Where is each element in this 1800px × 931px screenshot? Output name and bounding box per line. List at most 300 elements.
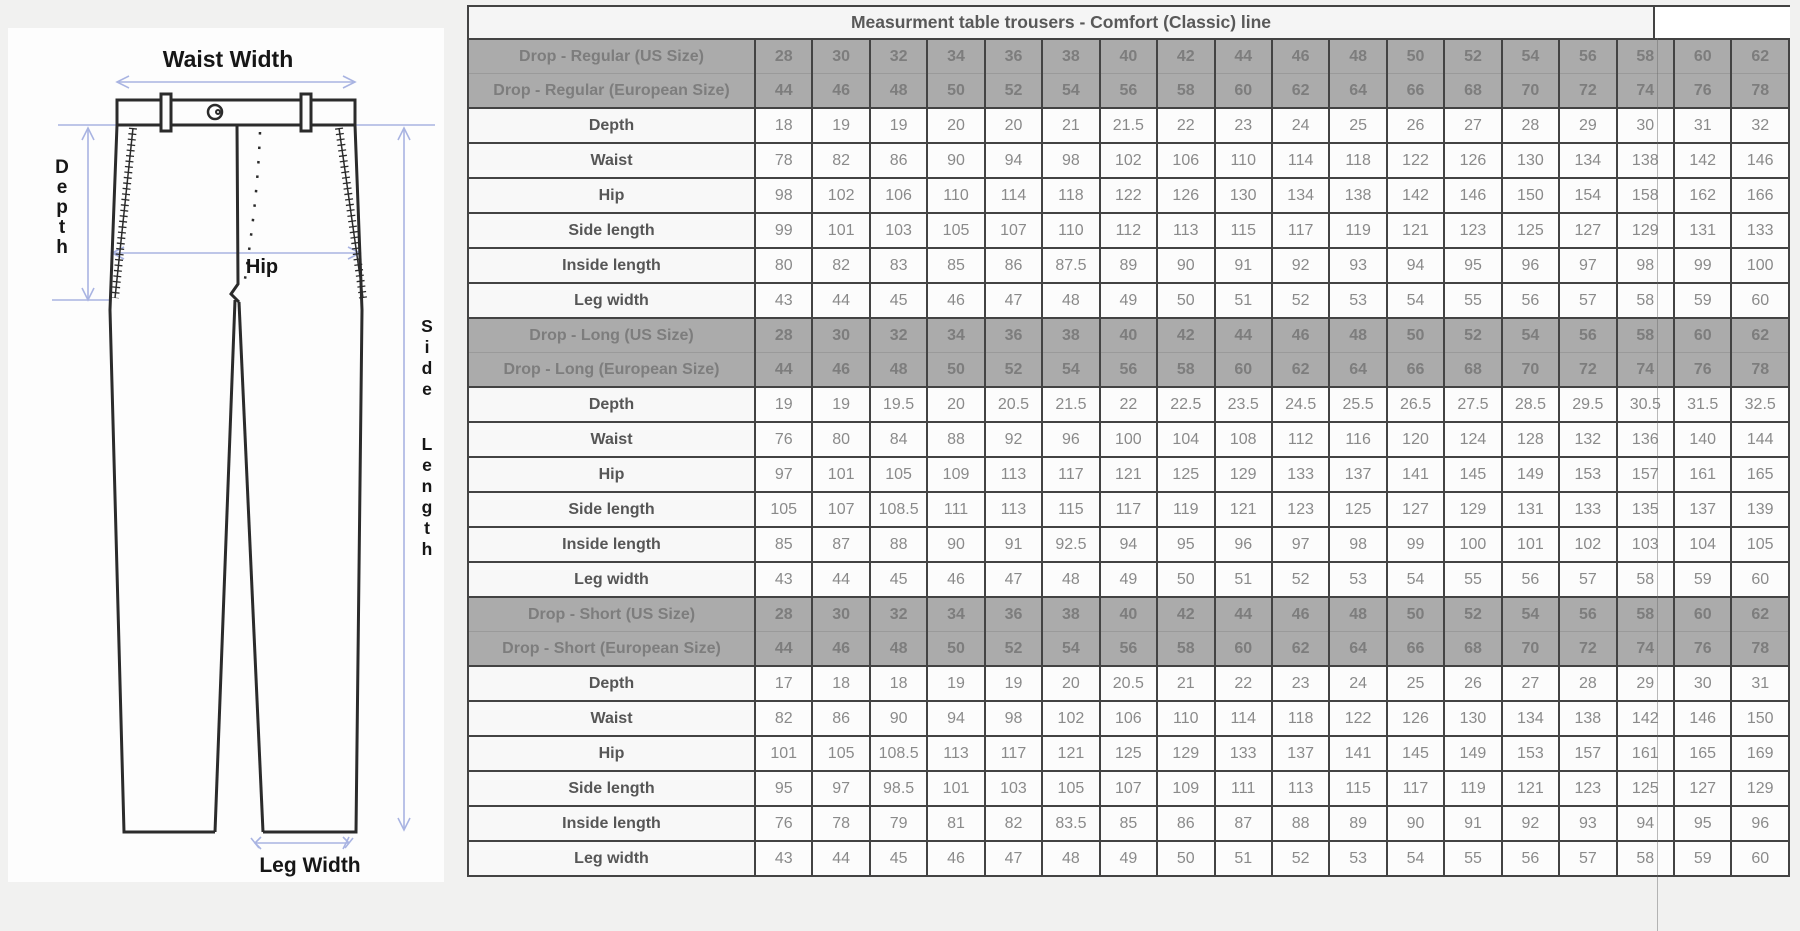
- eu-size-header-cell: 62: [1272, 74, 1329, 109]
- measure-value-cell: 25: [1329, 108, 1386, 143]
- measure-value-cell: 142: [1674, 143, 1731, 178]
- measure-value-cell: 125: [1617, 771, 1674, 806]
- measure-label-cell: Hip: [468, 178, 755, 213]
- measure-value-cell: 101: [927, 771, 984, 806]
- measure-value-cell: 157: [1559, 736, 1616, 771]
- us-size-header-cell: 34: [927, 318, 984, 353]
- measure-label-cell: Depth: [468, 387, 755, 422]
- measure-value-cell: 29.5: [1559, 387, 1616, 422]
- us-size-header-cell: 56: [1559, 39, 1616, 74]
- measure-value-cell: 59: [1674, 562, 1731, 597]
- measure-value-cell: 118: [1272, 701, 1329, 736]
- measure-value-cell: 125: [1157, 457, 1214, 492]
- measure-value-cell: 116: [1329, 422, 1386, 457]
- measure-value-cell: 54: [1387, 283, 1444, 318]
- measure-value-cell: 59: [1674, 283, 1731, 318]
- measure-value-cell: 125: [1502, 213, 1559, 248]
- measure-value-cell: 32.5: [1731, 387, 1789, 422]
- eu-size-header-cell: 70: [1502, 74, 1559, 109]
- measure-value-cell: 122: [1100, 178, 1157, 213]
- measure-value-cell: 44: [812, 841, 869, 876]
- measure-label-cell: Side length: [468, 492, 755, 527]
- measure-value-cell: 107: [985, 213, 1042, 248]
- measure-value-cell: 105: [1731, 527, 1789, 562]
- measure-value-cell: 54: [1387, 562, 1444, 597]
- measure-value-cell: 122: [1329, 701, 1386, 736]
- measure-value-cell: 58: [1617, 841, 1674, 876]
- measure-value-cell: 20: [927, 387, 984, 422]
- measure-value-cell: 91: [1444, 806, 1501, 841]
- measure-value-cell: 141: [1387, 457, 1444, 492]
- eu-size-header-cell: 46: [812, 632, 869, 667]
- measure-value-cell: 92: [1502, 806, 1559, 841]
- us-size-header-cell: 36: [985, 597, 1042, 632]
- measure-value-cell: 88: [927, 422, 984, 457]
- measure-value-cell: 48: [1042, 841, 1099, 876]
- us-size-header-label: Drop - Long (US Size): [468, 318, 755, 353]
- measure-value-cell: 95: [1674, 806, 1731, 841]
- eu-size-header-cell: 52: [985, 353, 1042, 388]
- measure-value-cell: 48: [1042, 562, 1099, 597]
- measure-value-cell: 20.5: [985, 387, 1042, 422]
- measure-value-cell: 19: [755, 387, 812, 422]
- measure-value-cell: 86: [870, 143, 927, 178]
- measure-value-cell: 130: [1444, 701, 1501, 736]
- measure-value-cell: 97: [1559, 248, 1616, 283]
- us-size-header-cell: 40: [1100, 39, 1157, 74]
- measure-value-cell: 57: [1559, 841, 1616, 876]
- eu-size-header-cell: 66: [1387, 74, 1444, 109]
- measure-label-cell: Waist: [468, 701, 755, 736]
- measure-value-cell: 161: [1617, 736, 1674, 771]
- measure-value-cell: 58: [1617, 562, 1674, 597]
- measure-label-cell: Depth: [468, 666, 755, 701]
- measure-value-cell: 94: [1617, 806, 1674, 841]
- measure-value-cell: 97: [755, 457, 812, 492]
- eu-size-header-cell: 66: [1387, 632, 1444, 667]
- measure-value-cell: 48: [1042, 283, 1099, 318]
- measure-value-cell: 119: [1329, 213, 1386, 248]
- measure-value-cell: 110: [927, 178, 984, 213]
- measure-value-cell: 20: [927, 108, 984, 143]
- eu-size-header-cell: 58: [1157, 353, 1214, 388]
- measure-value-cell: 23.5: [1215, 387, 1272, 422]
- measure-value-cell: 140: [1674, 422, 1731, 457]
- measure-value-cell: 18: [755, 108, 812, 143]
- measure-label-cell: Waist: [468, 143, 755, 178]
- measure-value-cell: 85: [1100, 806, 1157, 841]
- measure-value-cell: 96: [1042, 422, 1099, 457]
- measure-value-cell: 125: [1100, 736, 1157, 771]
- measure-value-cell: 53: [1329, 283, 1386, 318]
- measure-label-cell: Depth: [468, 108, 755, 143]
- measure-value-cell: 113: [985, 492, 1042, 527]
- measure-value-cell: 53: [1329, 841, 1386, 876]
- trouser-diagram-card: [8, 28, 444, 882]
- measure-value-cell: 119: [1444, 771, 1501, 806]
- eu-size-header-cell: 78: [1731, 74, 1789, 109]
- measure-value-cell: 46: [927, 841, 984, 876]
- us-size-header-cell: 50: [1387, 318, 1444, 353]
- us-size-header-cell: 32: [870, 318, 927, 353]
- measure-value-cell: 106: [870, 178, 927, 213]
- measure-value-cell: 25: [1387, 666, 1444, 701]
- measure-value-cell: 51: [1215, 283, 1272, 318]
- measure-value-cell: 49: [1100, 562, 1157, 597]
- measure-value-cell: 76: [755, 806, 812, 841]
- measure-value-cell: 90: [927, 143, 984, 178]
- measure-value-cell: 76: [755, 422, 812, 457]
- measure-label-cell: Leg width: [468, 283, 755, 318]
- measure-value-cell: 117: [985, 736, 1042, 771]
- measure-value-cell: 27.5: [1444, 387, 1501, 422]
- measure-value-cell: 79: [870, 806, 927, 841]
- us-size-header-cell: 42: [1157, 39, 1214, 74]
- table-title-void-cell: [1655, 5, 1790, 38]
- eu-size-header-cell: 50: [927, 74, 984, 109]
- measure-value-cell: 104: [1674, 527, 1731, 562]
- us-size-header-cell: 54: [1502, 39, 1559, 74]
- measure-value-cell: 124: [1444, 422, 1501, 457]
- measurement-table-wrap: [467, 38, 1790, 877]
- us-size-header-cell: 48: [1329, 597, 1386, 632]
- measure-value-cell: 91: [1215, 248, 1272, 283]
- measure-value-cell: 118: [1329, 143, 1386, 178]
- measure-value-cell: 24: [1272, 108, 1329, 143]
- measure-value-cell: 22: [1100, 387, 1157, 422]
- measure-value-cell: 98.5: [870, 771, 927, 806]
- measure-value-cell: 114: [985, 178, 1042, 213]
- measure-value-cell: 90: [927, 527, 984, 562]
- measure-value-cell: 60: [1731, 283, 1789, 318]
- measure-value-cell: 56: [1502, 562, 1559, 597]
- us-size-header-cell: 28: [755, 39, 812, 74]
- measure-value-cell: 142: [1617, 701, 1674, 736]
- measure-value-cell: 133: [1731, 213, 1789, 248]
- measure-value-cell: 111: [1215, 771, 1272, 806]
- measure-value-cell: 43: [755, 841, 812, 876]
- measure-label-cell: Leg width: [468, 562, 755, 597]
- measure-value-cell: 130: [1502, 143, 1559, 178]
- measure-value-cell: 149: [1502, 457, 1559, 492]
- us-size-header-cell: 52: [1444, 318, 1501, 353]
- measure-value-cell: 136: [1617, 422, 1674, 457]
- eu-size-header-cell: 76: [1674, 74, 1731, 109]
- measure-value-cell: 96: [1215, 527, 1272, 562]
- measure-label-cell: Side length: [468, 213, 755, 248]
- measure-value-cell: 161: [1674, 457, 1731, 492]
- measure-value-cell: 26: [1444, 666, 1501, 701]
- measure-value-cell: 19: [927, 666, 984, 701]
- table-title: Measurment table trousers - Comfort (Classic) line: [467, 5, 1655, 38]
- measure-value-cell: 86: [812, 701, 869, 736]
- measure-value-cell: 137: [1674, 492, 1731, 527]
- measure-value-cell: 47: [985, 841, 1042, 876]
- measure-value-cell: 90: [1387, 806, 1444, 841]
- measure-value-cell: 20.5: [1100, 666, 1157, 701]
- measure-value-cell: 29: [1617, 666, 1674, 701]
- measure-label-cell: Hip: [468, 736, 755, 771]
- measure-value-cell: 114: [1272, 143, 1329, 178]
- measure-label-cell: Inside length: [468, 806, 755, 841]
- eu-size-header-label: Drop - Long (European Size): [468, 353, 755, 388]
- us-size-header-cell: 34: [927, 597, 984, 632]
- eu-size-header-label: Drop - Regular (European Size): [468, 74, 755, 109]
- eu-size-header-cell: 66: [1387, 353, 1444, 388]
- eu-size-header-cell: 68: [1444, 632, 1501, 667]
- us-size-header-cell: 44: [1215, 39, 1272, 74]
- measure-value-cell: 18: [812, 666, 869, 701]
- measure-value-cell: 150: [1502, 178, 1559, 213]
- measure-value-cell: 47: [985, 562, 1042, 597]
- eu-size-header-cell: 50: [927, 632, 984, 667]
- measure-value-cell: 128: [1502, 422, 1559, 457]
- measure-value-cell: 93: [1559, 806, 1616, 841]
- us-size-header-label: Drop - Short (US Size): [468, 597, 755, 632]
- us-size-header-cell: 36: [985, 39, 1042, 74]
- measure-value-cell: 23: [1272, 666, 1329, 701]
- us-size-header-cell: 30: [812, 318, 869, 353]
- measure-value-cell: 86: [1157, 806, 1214, 841]
- measure-value-cell: 121: [1100, 457, 1157, 492]
- eu-size-header-cell: 44: [755, 353, 812, 388]
- measure-value-cell: 129: [1444, 492, 1501, 527]
- measure-value-cell: 88: [870, 527, 927, 562]
- measure-value-cell: 47: [985, 283, 1042, 318]
- measure-value-cell: 46: [927, 562, 984, 597]
- eu-size-header-cell: 68: [1444, 74, 1501, 109]
- measure-label-cell: Inside length: [468, 248, 755, 283]
- measure-value-cell: 44: [812, 562, 869, 597]
- measure-value-cell: 105: [812, 736, 869, 771]
- measure-value-cell: 43: [755, 562, 812, 597]
- measure-value-cell: 131: [1674, 213, 1731, 248]
- measure-value-cell: 21.5: [1042, 387, 1099, 422]
- eu-size-header-cell: 58: [1157, 632, 1214, 667]
- measure-label-cell: Leg width: [468, 841, 755, 876]
- measure-value-cell: 110: [1215, 143, 1272, 178]
- measure-value-cell: 117: [1042, 457, 1099, 492]
- measure-value-cell: 103: [870, 213, 927, 248]
- measure-value-cell: 137: [1329, 457, 1386, 492]
- measure-value-cell: 102: [812, 178, 869, 213]
- measure-value-cell: 129: [1215, 457, 1272, 492]
- side-length-label: S i d e L e n g t h: [421, 316, 433, 559]
- measure-value-cell: 121: [1215, 492, 1272, 527]
- eu-size-header-cell: 48: [870, 74, 927, 109]
- measure-value-cell: 96: [1502, 248, 1559, 283]
- eu-size-header-cell: 60: [1215, 632, 1272, 667]
- measure-value-cell: 30.5: [1617, 387, 1674, 422]
- measure-value-cell: 157: [1617, 457, 1674, 492]
- measure-value-cell: 103: [985, 771, 1042, 806]
- measure-value-cell: 92.5: [1042, 527, 1099, 562]
- us-size-header-cell: 32: [870, 39, 927, 74]
- measure-value-cell: 84: [870, 422, 927, 457]
- measure-value-cell: 98: [985, 701, 1042, 736]
- measure-value-cell: 104: [1157, 422, 1214, 457]
- us-size-header-cell: 54: [1502, 318, 1559, 353]
- eu-size-header-cell: 72: [1559, 74, 1616, 109]
- measure-value-cell: 94: [1100, 527, 1157, 562]
- measure-value-cell: 138: [1559, 701, 1616, 736]
- measure-value-cell: 101: [1502, 527, 1559, 562]
- measure-value-cell: 22.5: [1157, 387, 1214, 422]
- measure-value-cell: 107: [1100, 771, 1157, 806]
- measure-value-cell: 26: [1387, 108, 1444, 143]
- measure-value-cell: 106: [1157, 143, 1214, 178]
- trouser-diagram: [8, 28, 444, 882]
- measure-value-cell: 52: [1272, 562, 1329, 597]
- eu-size-header-cell: 70: [1502, 353, 1559, 388]
- eu-size-header-cell: 46: [812, 74, 869, 109]
- eu-size-header-cell: 72: [1559, 632, 1616, 667]
- vertical-seam-artifact: [1657, 38, 1658, 931]
- measure-value-cell: 113: [1157, 213, 1214, 248]
- measure-value-cell: 59: [1674, 841, 1731, 876]
- measure-value-cell: 52: [1272, 283, 1329, 318]
- measure-value-cell: 132: [1559, 422, 1616, 457]
- measure-value-cell: 150: [1731, 701, 1789, 736]
- measure-value-cell: 80: [755, 248, 812, 283]
- measure-value-cell: 93: [1329, 248, 1386, 283]
- measure-value-cell: 51: [1215, 562, 1272, 597]
- measure-value-cell: 50: [1157, 841, 1214, 876]
- measure-value-cell: 146: [1444, 178, 1501, 213]
- eu-size-header-cell: 56: [1100, 74, 1157, 109]
- measure-value-cell: 56: [1502, 841, 1559, 876]
- us-size-header-cell: 50: [1387, 39, 1444, 74]
- measure-value-cell: 46: [927, 283, 984, 318]
- measure-value-cell: 102: [1042, 701, 1099, 736]
- us-size-header-cell: 44: [1215, 318, 1272, 353]
- measure-value-cell: 78: [812, 806, 869, 841]
- measure-value-cell: 110: [1157, 701, 1214, 736]
- measure-value-cell: 20: [985, 108, 1042, 143]
- measure-value-cell: 86: [985, 248, 1042, 283]
- measure-value-cell: 94: [927, 701, 984, 736]
- measure-value-cell: 54: [1387, 841, 1444, 876]
- measure-value-cell: 26.5: [1387, 387, 1444, 422]
- measure-value-cell: 99: [1674, 248, 1731, 283]
- measure-value-cell: 97: [812, 771, 869, 806]
- measure-value-cell: 126: [1387, 701, 1444, 736]
- measure-value-cell: 169: [1731, 736, 1789, 771]
- measure-value-cell: 113: [985, 457, 1042, 492]
- depth-label: D e p t h: [55, 157, 69, 258]
- us-size-header-cell: 42: [1157, 597, 1214, 632]
- measure-value-cell: 56: [1502, 283, 1559, 318]
- eu-size-header-cell: 58: [1157, 74, 1214, 109]
- measure-value-cell: 121: [1042, 736, 1099, 771]
- measure-value-cell: 29: [1559, 108, 1616, 143]
- measure-value-cell: 100: [1444, 527, 1501, 562]
- measure-value-cell: 31: [1674, 108, 1731, 143]
- us-size-header-cell: 58: [1617, 39, 1674, 74]
- measure-value-cell: 92: [1272, 248, 1329, 283]
- measure-value-cell: 85: [755, 527, 812, 562]
- measure-value-cell: 81: [927, 806, 984, 841]
- measure-value-cell: 22: [1157, 108, 1214, 143]
- us-size-header-cell: 48: [1329, 39, 1386, 74]
- measure-value-cell: 117: [1272, 213, 1329, 248]
- measure-value-cell: 134: [1559, 143, 1616, 178]
- eu-size-header-cell: 70: [1502, 632, 1559, 667]
- measure-value-cell: 27: [1444, 108, 1501, 143]
- measure-value-cell: 94: [985, 143, 1042, 178]
- measure-value-cell: 105: [1042, 771, 1099, 806]
- eu-size-header-cell: 74: [1617, 353, 1674, 388]
- measure-value-cell: 80: [812, 422, 869, 457]
- measure-value-cell: 133: [1559, 492, 1616, 527]
- measure-value-cell: 85: [927, 248, 984, 283]
- dimension-arrows: [52, 76, 435, 849]
- leg-width-label: Leg Width: [259, 854, 361, 877]
- measure-value-cell: 57: [1559, 562, 1616, 597]
- eu-size-header-cell: 60: [1215, 353, 1272, 388]
- measure-value-cell: 99: [1387, 527, 1444, 562]
- measure-value-cell: 154: [1559, 178, 1616, 213]
- eu-size-header-cell: 64: [1329, 353, 1386, 388]
- us-size-header-cell: 44: [1215, 597, 1272, 632]
- measure-value-cell: 58: [1617, 283, 1674, 318]
- eu-size-header-cell: 64: [1329, 74, 1386, 109]
- measure-value-cell: 125: [1329, 492, 1386, 527]
- measure-value-cell: 28.5: [1502, 387, 1559, 422]
- us-size-header-cell: 56: [1559, 597, 1616, 632]
- measure-value-cell: 101: [812, 457, 869, 492]
- measure-value-cell: 24.5: [1272, 387, 1329, 422]
- measure-value-cell: 120: [1387, 422, 1444, 457]
- measure-value-cell: 98: [1042, 143, 1099, 178]
- measure-value-cell: 95: [755, 771, 812, 806]
- measure-value-cell: 60: [1731, 562, 1789, 597]
- measure-value-cell: 27: [1502, 666, 1559, 701]
- measure-value-cell: 83.5: [1042, 806, 1099, 841]
- measure-value-cell: 102: [1100, 143, 1157, 178]
- measure-value-cell: 43: [755, 283, 812, 318]
- measure-value-cell: 130: [1215, 178, 1272, 213]
- us-size-header-cell: 46: [1272, 39, 1329, 74]
- eu-size-header-cell: 54: [1042, 632, 1099, 667]
- measure-value-cell: 91: [985, 527, 1042, 562]
- measure-value-cell: 153: [1502, 736, 1559, 771]
- eu-size-header-cell: 44: [755, 632, 812, 667]
- eu-size-header-cell: 62: [1272, 353, 1329, 388]
- measure-value-cell: 82: [812, 248, 869, 283]
- measure-value-cell: 95: [1444, 248, 1501, 283]
- us-size-header-cell: 32: [870, 597, 927, 632]
- measure-value-cell: 89: [1100, 248, 1157, 283]
- measure-value-cell: 83: [870, 248, 927, 283]
- measurement-table: [467, 38, 1790, 877]
- measure-value-cell: 100: [1731, 248, 1789, 283]
- measure-value-cell: 127: [1674, 771, 1731, 806]
- measure-value-cell: 30: [1617, 108, 1674, 143]
- measure-value-cell: 50: [1157, 562, 1214, 597]
- measure-value-cell: 89: [1329, 806, 1386, 841]
- eu-size-header-cell: 74: [1617, 632, 1674, 667]
- measure-value-cell: 107: [812, 492, 869, 527]
- measure-value-cell: 103: [1617, 527, 1674, 562]
- measurement-table-body: [468, 39, 1789, 876]
- eu-size-header-cell: 78: [1731, 353, 1789, 388]
- eu-size-header-cell: 46: [812, 353, 869, 388]
- us-size-header-cell: 62: [1731, 39, 1789, 74]
- measure-value-cell: 45: [870, 283, 927, 318]
- measure-value-cell: 28: [1559, 666, 1616, 701]
- eu-size-header-cell: 44: [755, 74, 812, 109]
